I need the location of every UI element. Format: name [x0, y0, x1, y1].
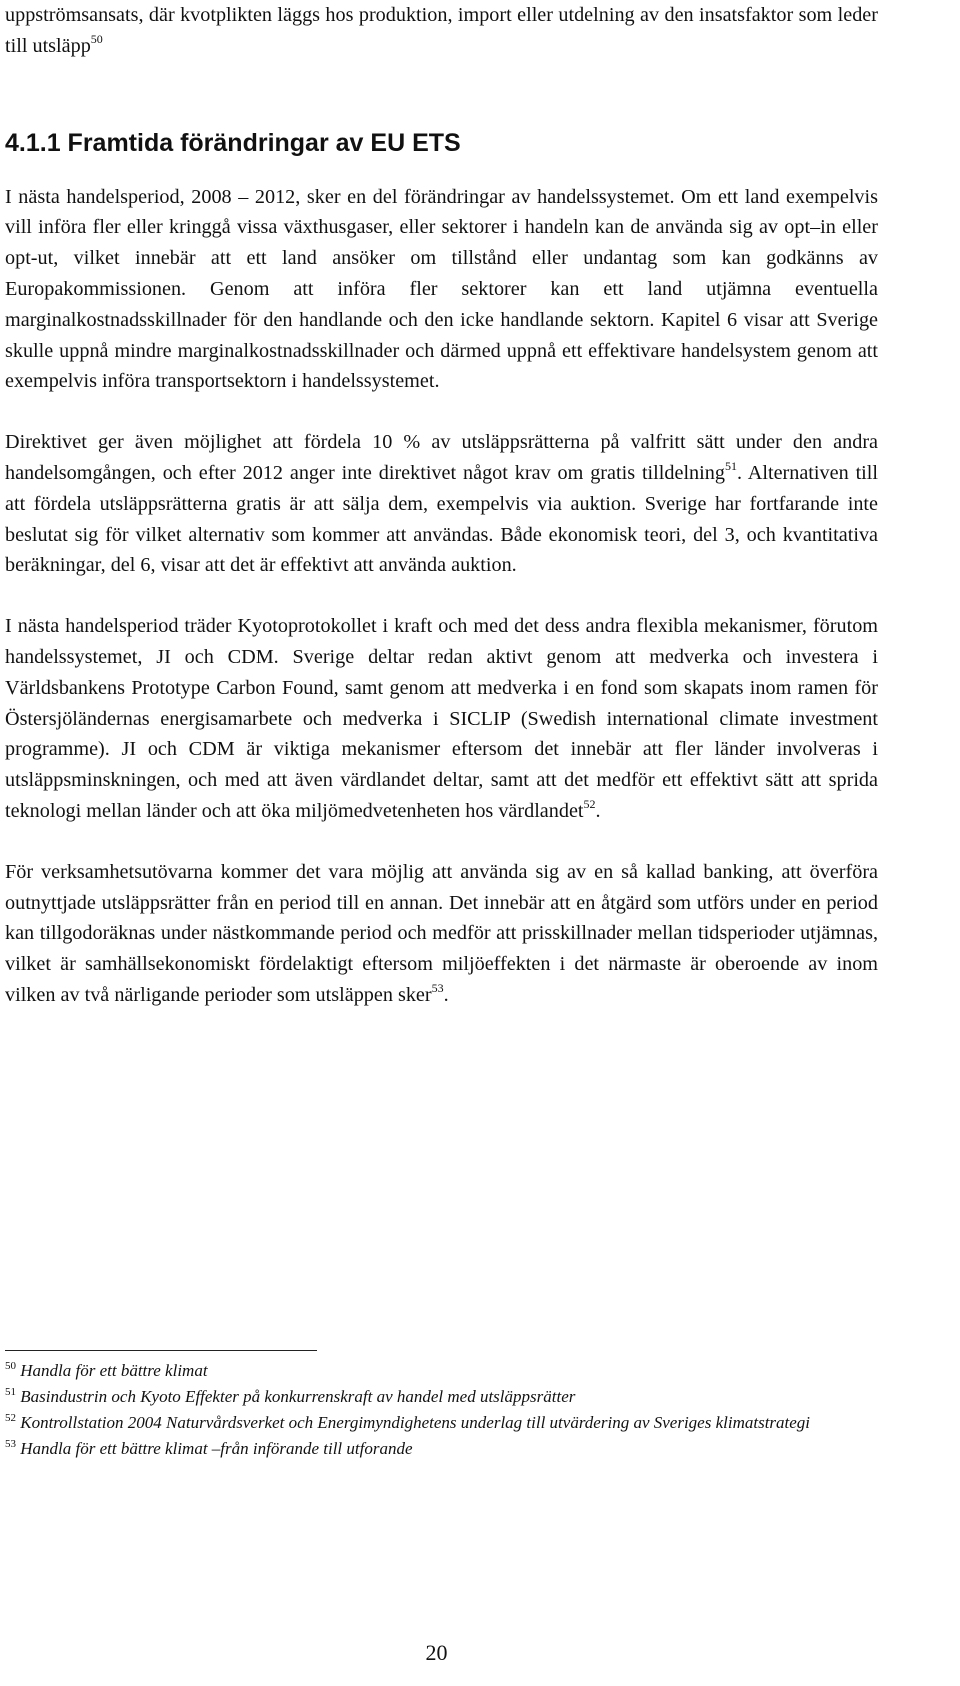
footnote-53: [5, 1436, 878, 1462]
footnote-52: [5, 1410, 878, 1436]
section-heading: 4.1.1 Framtida förändringar av EU ETS: [5, 128, 461, 157]
body-text: [5, 0, 878, 1011]
footnote-ref-50: 50: [90, 31, 103, 46]
footnote-number: 52: [5, 1412, 16, 1424]
intro-text: uppströmsansats, där kvotplikten läggs hos produktion, import eller utdelning av den insatsfaktor som leder till utsläpp: [5, 4, 878, 57]
footnote-number: 53: [5, 1438, 16, 1450]
footnote-divider: [5, 1350, 317, 1351]
paragraph-3-end: .: [595, 799, 601, 822]
footnote-text: Handla för ett bättre klimat –från införande till utforande: [20, 1439, 413, 1458]
paragraph-4-end: .: [443, 983, 449, 1006]
footnote-51: [5, 1384, 878, 1410]
footnote-text: Basindustrin och Kyoto Effekter på konkurrenskraft av handel med utsläppsrätter: [20, 1387, 576, 1406]
footnote-text: Kontrollstation 2004 Naturvårdsverket och Energimyndighetens underlag till utvärdering av Sveriges klimatstrategi: [20, 1413, 811, 1432]
footnotes: [5, 1358, 878, 1462]
footnote-number: 51: [5, 1386, 16, 1398]
footnote-ref-51: 51: [724, 458, 737, 473]
paragraph-2-text-b: . Alternativen till att fördela utsläppsrätterna gratis är att sälja dem, exempelvis via auktion. Sverige har fortfarande inte beslutat sig för vilket alternativ som kommer att användas. Både ekonomisk teori, del 3, och kvantitativa beräkningar, del 6, visar att det är effektivt att använda auktion.: [5, 461, 879, 577]
footnote-50: [5, 1358, 878, 1384]
paragraph-2-text-a: Direktivet ger även möjlighet att fördela 10 % av utsläppsrätterna på valfritt sätt under den andra handelsomgången, och efter 2012 anger inte direktivet något krav om gratis tilldelning: [5, 431, 878, 484]
footnote-ref-53: 53: [431, 980, 444, 995]
paragraph-1: I nästa handelsperiod, 2008 – 2012, sker en del förändringar av handelssystemet. Om ett land exempelvis vill införa fler eller kringgå vissa växthusgaser, eller sektorer i handeln kan de använda sig av opt–in eller opt-ut, vilket innebär att ett land ansöker om tillstånd eller undantag som kan godkänns av Europakommissionen. Genom att införa fler sektorer kan ett land utjämna eventuella marginalkostnadsskillnader för den handlande och den icke handlande sektorn. Kapitel 6 visar att Sverige skulle uppnå mindre marginalkostnadsskillnader och därmed uppnå ett effektivare handelsystem genom att exempelvis införa transportsektorn i handelssystemet.: [5, 185, 878, 393]
paragraph-4-text: För verksamhetsutövarna kommer det vara möjlig att använda sig av en så kallad banking, att överföra outnyttjade utsläppsrätter från en period till en annan. Det innebär att en åtgärd som utförs under en period kan tillgodoräknas under nästkommande period och medför att prisskillnader mellan tidsperioder utjämnas, vilket är samhällsekonomiskt fördelaktigt eftersom miljöeffekten i det närmaste är oberoende av inom vilken av två närligande perioder som utsläppen sker: [5, 860, 878, 1006]
paragraph-2: [5, 427, 878, 581]
paragraph-4: [5, 857, 878, 1011]
footnote-ref-52: 52: [583, 796, 596, 811]
page-number: 20: [425, 1640, 448, 1665]
footnote-text: Handla för ett bättre klimat: [20, 1361, 208, 1380]
intro-paragraph: [5, 0, 878, 62]
paragraph-3-text: I nästa handelsperiod träder Kyotoprotokollet i kraft och med det dess andra flexibla mekanismer, förutom handelssystemet, JI och CDM. Sverige deltar redan aktivt genom att medverka och investera i Världsbankens Prototype Carbon Found, samt genom att medverka i en fond som skapats inom ramen för Östersjöländernas energisamarbete och medverka i SICLIP (Swedish international climate investment programme). JI och CDM är viktiga mekanismer eftersom det innebär att fler länder involveras i utsläppsminskningen, och med att även värdlandet deltar, samt att det medför ett effektivt sätt att sprida teknologi mellan länder och att öka miljömedvetenheten hos värdlandet: [5, 615, 878, 822]
footnote-number: 50: [5, 1360, 16, 1372]
paragraph-3: [5, 611, 878, 827]
